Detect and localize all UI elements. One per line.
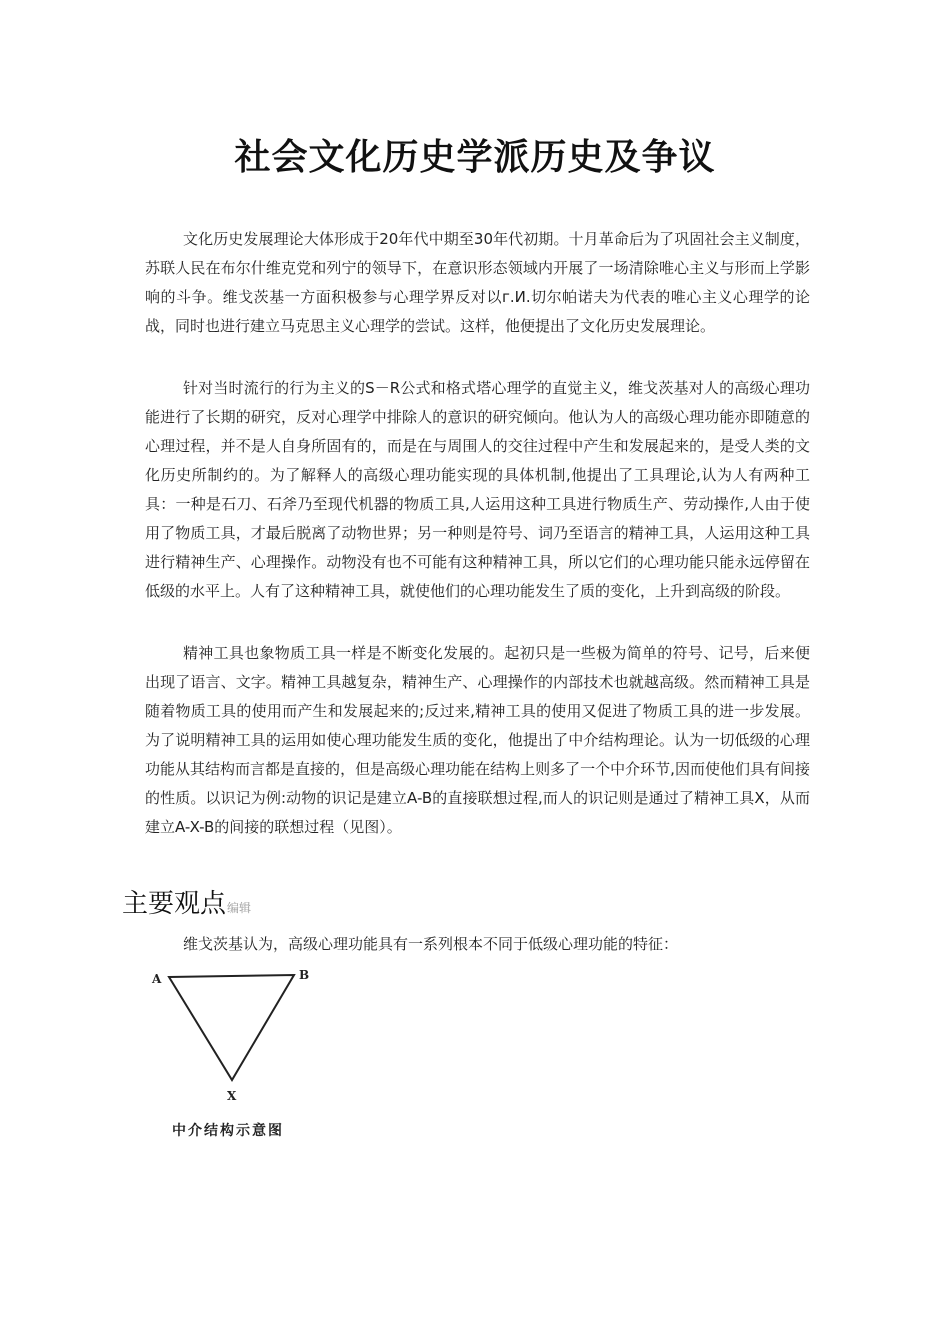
label-a: A xyxy=(152,972,162,986)
section-heading xyxy=(122,884,251,928)
figure-caption: 中介结构示意图 xyxy=(172,1123,284,1139)
section-heading-text: 主要观点 xyxy=(122,889,227,919)
label-x: X xyxy=(227,1089,237,1103)
mediation-diagram xyxy=(145,962,325,1147)
section-intro: 维戈茨基认为，高级心理功能具有一系列根本不同于低级心理功能的特征： xyxy=(183,935,679,953)
label-b: B xyxy=(299,968,310,982)
paragraph-mediation-theory: 精神工具也象物质工具一样是不断变化发展的。起初只是一些极为简单的符号、记号，后来便出现了语言、文字。精神工具越复杂，精神生产、心理操作的内部技术也就越高级。然而精神工具是随着物质工具的使用而产生和发展起来的;反过来,精神工具的使用又促进了物质工具的进一步发展。为了说明精神工具的运用如使心理功能发生质的变化，他提出了中介结构理论。认为一切低级的心理功能从其结构而言都是直接的，但是高级心理功能在结构上则多了一个中介环节,因而使他们具有间接的性质。以识记为例:动物的识记是建立A-B的直接联想过程,而人的识记则是通过了精神工具X，从而建立A-X-B的间接的联想过程（见图）。 xyxy=(145,644,810,836)
page-title: 社会文化历史学派历史及争议 xyxy=(234,136,716,178)
paragraph-tool-theory: 针对当时流行的行为主义的S－R公式和格式塔心理学的直觉主义，维戈茨基对人的高级心理功能进行了长期的研究，反对心理学中排除人的意识的研究倾向。他认为人的高级心理功能亦即随意的心理过程，并不是人自身所固有的，而是在与周围人的交往过程中产生和发展起来的，是受人类的文化历史所制约的。为了解释人的高级心理功能实现的具体机制,他提出了工具理论,认为人有两种工具：一种是石刀、石斧乃至现代机器的物质工具,人运用这种工具进行物质生产、劳动操作,人由于使用了物质工具，才最后脱离了动物世界；另一种则是符号、词乃至语言的精神工具，人运用这种工具进行精神生产、心理操作。动物没有也不可能有这种精神工具，所以它们的心理功能只能永远停留在低级的水平上。人有了这种精神工具，就使他们的心理功能发生了质的变化，上升到高级的阶段。 xyxy=(145,379,810,600)
edit-link[interactable]: 编辑 xyxy=(227,901,252,915)
paragraph-intro: 文化历史发展理论大体形成于20年代中期至30年代初期。十月革命后为了巩固社会主义制度，苏联人民在布尔什维克党和列宁的领导下，在意识形态领域内开展了一场清除唯心主义与形而上学影响的斗争。维戈茨基一方面积极参与心理学界反对以г.И.切尔帕诺夫为代表的唯心主义心理学的论战，同时也进行建立马克思主义心理学的尝试。这样，他便提出了文化历史发展理论。 xyxy=(145,230,810,335)
triangle-shape xyxy=(169,975,294,1080)
